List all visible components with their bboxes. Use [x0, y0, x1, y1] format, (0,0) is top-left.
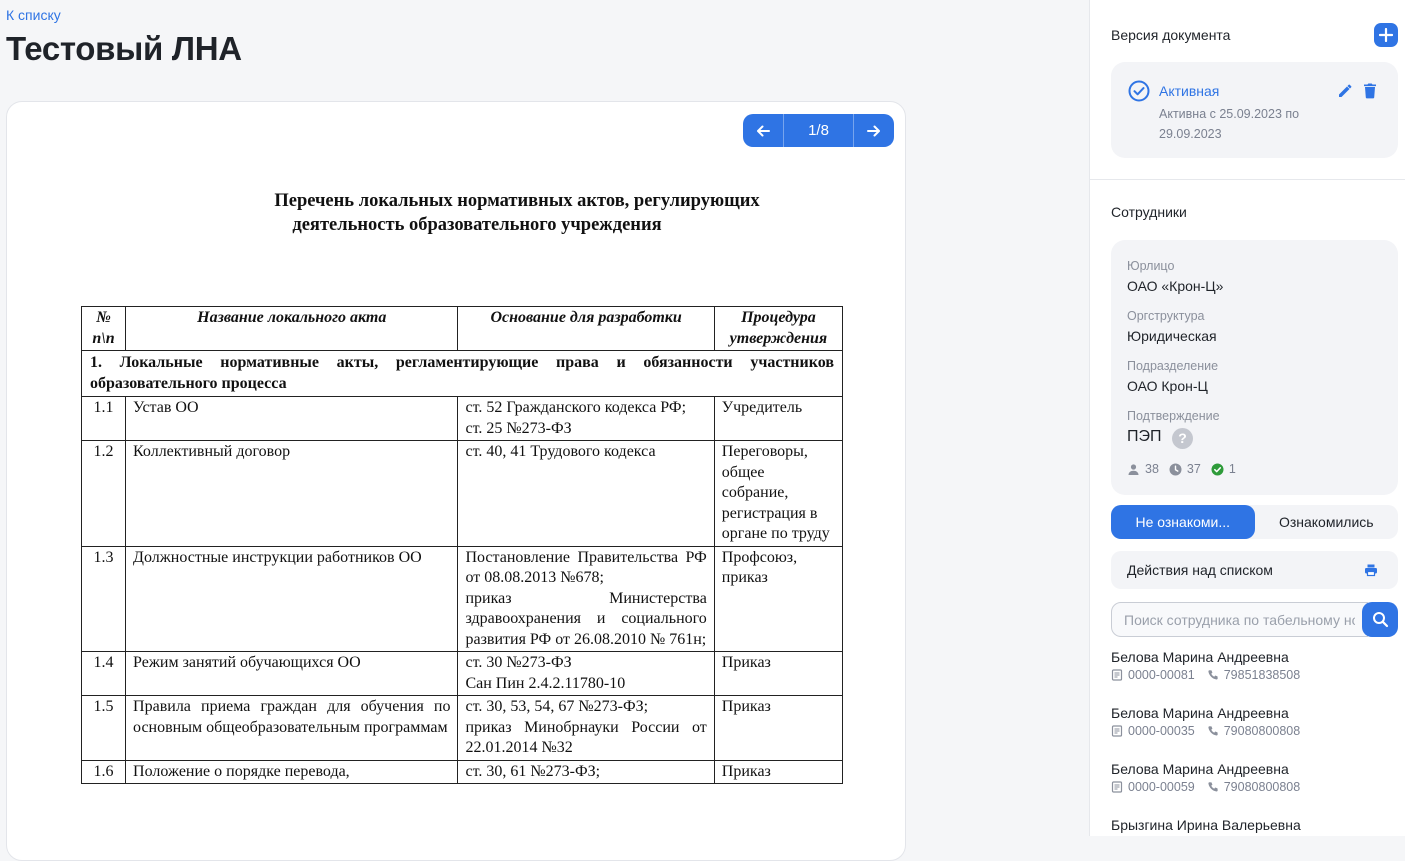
stat-total: 38	[1145, 462, 1159, 476]
check-circle-icon	[1128, 80, 1150, 102]
acquaintance-tabs	[1111, 505, 1398, 539]
row-number: 1.5	[82, 696, 126, 761]
row-basis: ст. 30, 53, 54, 67 №273-ФЗ; приказ Минобрнауки России от 22.01.2014 №32	[458, 696, 714, 761]
document-id-icon	[1111, 669, 1123, 681]
row-procedure: Приказ	[714, 652, 842, 696]
table-row	[82, 397, 843, 441]
document-heading	[87, 189, 847, 237]
row-number: 1.3	[82, 546, 126, 652]
confirmation-label: Подтверждение	[1127, 409, 1220, 423]
list-actions-label: Действия над списком	[1127, 562, 1273, 578]
employee-stats	[1127, 462, 1246, 476]
employees-info-card	[1111, 240, 1398, 495]
phone-icon	[1207, 781, 1219, 793]
person-icon	[1127, 463, 1140, 476]
row-number: 1.2	[82, 441, 126, 547]
row-procedure: Приказ	[714, 696, 842, 761]
printer-icon	[1364, 563, 1378, 577]
row-basis: ст. 30 №273-ФЗ Сан Пин 2.4.2.11780-10	[458, 652, 714, 696]
list-actions-button[interactable]	[1111, 551, 1398, 589]
employee-phone: 79080800808	[1223, 780, 1301, 794]
document-heading-line1: Перечень локальных нормативных актов, регулирующих	[274, 191, 760, 211]
arrow-left-icon	[755, 123, 771, 139]
row-number: 1.6	[82, 760, 126, 784]
row-basis: ст. 30, 61 №273-ФЗ;	[458, 760, 714, 784]
pencil-icon[interactable]	[1337, 82, 1354, 99]
trash-icon[interactable]	[1362, 82, 1378, 99]
document-viewer	[6, 101, 906, 861]
employee-name: Белова Марина Андреевна	[1111, 705, 1289, 721]
search-icon	[1372, 611, 1389, 628]
row-act-name: Коллективный договор	[126, 441, 458, 547]
next-page-button[interactable]	[854, 114, 894, 147]
employee-name: Белова Марина Андреевна	[1111, 649, 1289, 665]
department-label: Подразделение	[1127, 359, 1219, 373]
employee-name: Брызгина Ирина Валерьевна	[1111, 817, 1301, 833]
row-procedure: Переговоры, общее собрание, регистрация в органе по труду	[714, 441, 842, 547]
phone-icon	[1207, 725, 1219, 737]
stat-done: 1	[1228, 462, 1236, 476]
employee-name: Белова Марина Андреевна	[1111, 761, 1289, 777]
table-row	[82, 696, 843, 761]
tab-acquainted[interactable]: Ознакомились	[1278, 514, 1374, 530]
search-button[interactable]	[1362, 602, 1398, 637]
tab-not-acquainted[interactable]: Не ознакоми...	[1111, 505, 1255, 539]
prev-page-button[interactable]	[743, 114, 783, 147]
employee-list-item[interactable]	[1111, 705, 1398, 738]
help-icon[interactable]: ?	[1172, 428, 1193, 449]
org-structure-value: Юридическая	[1127, 328, 1217, 344]
table-section-heading: 1. Локальные нормативные акты, регламентирующие права и обязанности участников образовательного процесса	[82, 351, 843, 397]
version-dates: Активна с 25.09.2023 по 29.09.2023	[1159, 107, 1300, 141]
row-procedure: Учредитель	[714, 397, 842, 441]
document-id-icon	[1111, 781, 1123, 793]
employee-list-item[interactable]	[1111, 761, 1398, 794]
row-act-name: Положение о порядке перевода,	[126, 760, 458, 784]
confirmation-value: ПЭП	[1127, 428, 1162, 445]
row-procedure: Приказ	[714, 760, 842, 784]
document-heading-line2: деятельность образовательного учреждения	[292, 215, 662, 235]
employee-phone: 79851838508	[1223, 668, 1301, 682]
row-act-name: Устав ОО	[126, 397, 458, 441]
page-indicator: 1/8	[783, 114, 854, 147]
org-structure-label: Оргструктура	[1127, 309, 1205, 323]
sidebar	[1089, 0, 1405, 836]
table-row	[82, 760, 843, 784]
document-id-icon	[1111, 725, 1123, 737]
page-title: Тестовый ЛНА	[6, 30, 242, 67]
table-header-procedure: Процедура утверждения	[714, 307, 842, 351]
table-header-basis: Основание для разработки	[458, 307, 714, 351]
add-version-button[interactable]	[1374, 23, 1398, 47]
row-act-name: Правила приема граждан для обучения по основным общеобразовательным программам	[126, 696, 458, 761]
row-basis: Постановление Правительства РФ от 08.08.2013 №678; приказ Министерства здравоохранения и социального развития РФ от 26.08.2010 № 761н;	[458, 546, 714, 652]
page-navigator	[743, 114, 894, 147]
row-number: 1.1	[82, 397, 126, 441]
employee-tab-number: 0000-00081	[1128, 668, 1195, 682]
table-row	[82, 546, 843, 652]
document-table	[81, 306, 843, 784]
version-status: Активная	[1159, 83, 1220, 99]
employee-list-item[interactable]	[1111, 649, 1398, 682]
row-basis: ст. 40, 41 Трудового кодекса	[458, 441, 714, 547]
employee-tab-number: 0000-00035	[1128, 724, 1195, 738]
version-card[interactable]	[1111, 62, 1398, 158]
employee-phone: 79080800808	[1223, 724, 1301, 738]
back-to-list-link[interactable]: К списку	[6, 7, 61, 23]
employee-tab-number: 0000-00059	[1128, 780, 1195, 794]
employee-search-input[interactable]	[1111, 602, 1368, 637]
row-act-name: Должностные инструкции работников ОО	[126, 546, 458, 652]
legal-entity-value: ОАО «Крон-Ц»	[1127, 278, 1224, 294]
table-header-num: № п\п	[82, 307, 126, 351]
clock-icon	[1169, 463, 1182, 476]
row-procedure: Профсоюз, приказ	[714, 546, 842, 652]
table-header-name: Название локального акта	[126, 307, 458, 351]
phone-icon	[1207, 669, 1219, 681]
plus-icon	[1379, 28, 1393, 42]
row-act-name: Режим занятий обучающихся ОО	[126, 652, 458, 696]
table-row	[82, 652, 843, 696]
stat-pending: 37	[1186, 462, 1201, 476]
row-number: 1.4	[82, 652, 126, 696]
section-divider	[1090, 179, 1405, 180]
row-basis: ст. 52 Гражданского кодекса РФ; ст. 25 №273-ФЗ	[458, 397, 714, 441]
legal-entity-label: Юрлицо	[1127, 259, 1175, 273]
arrow-right-icon	[866, 123, 882, 139]
version-section-title: Версия документа	[1111, 27, 1231, 43]
check-icon	[1211, 463, 1224, 476]
department-value: ОАО Крон-Ц	[1127, 378, 1208, 394]
employee-list-item[interactable]	[1111, 817, 1398, 833]
table-row	[82, 441, 843, 547]
employees-section-title: Сотрудники	[1111, 204, 1187, 220]
